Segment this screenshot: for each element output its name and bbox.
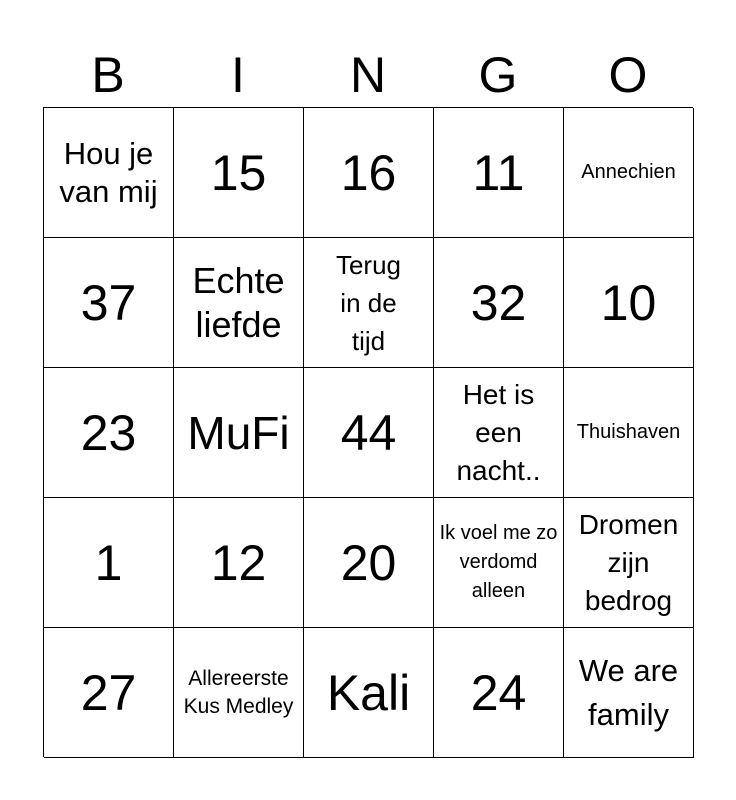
header-letter-n: N: [349, 47, 387, 103]
header-letter-o: O: [608, 47, 648, 103]
cell-text: We are family: [578, 652, 679, 732]
bingo-cell-r1-c1[interactable]: [44, 108, 174, 238]
bingo-cell-r1-c5[interactable]: [564, 108, 694, 238]
cell-text: 32: [470, 274, 527, 331]
bingo-cell-r3-c1[interactable]: [44, 368, 174, 498]
bingo-cell-r1-c3[interactable]: [304, 108, 434, 238]
cell-text: 27: [80, 664, 137, 721]
cell-text: 20: [340, 534, 397, 591]
header-letter-i: I: [231, 47, 245, 103]
bingo-cell-r2-c3[interactable]: [304, 238, 434, 368]
bingo-cell-r4-c1[interactable]: [44, 498, 174, 628]
bingo-header: [43, 46, 693, 108]
bingo-cell-r2-c4[interactable]: [434, 238, 564, 368]
cell-text: Kali: [326, 664, 411, 721]
cell-text: 15: [210, 144, 267, 201]
bingo-cell-r3-c5[interactable]: [564, 368, 694, 498]
cell-text: Thuishaven: [576, 421, 681, 443]
cell-text: 44: [340, 404, 397, 461]
cell-text: Het is een nacht..: [456, 378, 541, 486]
cell-text: 24: [470, 664, 527, 721]
bingo-cell-r4-c5[interactable]: [564, 498, 694, 628]
bingo-cell-r2-c1[interactable]: [44, 238, 174, 368]
cell-text: Ik voel me zo verdomd alleen: [439, 522, 558, 602]
bingo-cell-r5-c3[interactable]: [304, 628, 434, 758]
cell-text: Terug in de tijd: [335, 249, 402, 356]
bingo-grid: [43, 107, 693, 757]
bingo-cell-r2-c2[interactable]: [174, 238, 304, 368]
cell-text: Echte liefde: [192, 259, 285, 345]
bingo-cell-r5-c5[interactable]: [564, 628, 694, 758]
bingo-cell-r4-c4[interactable]: [434, 498, 564, 628]
cell-text: 23: [80, 404, 137, 461]
bingo-cell-r1-c2[interactable]: [174, 108, 304, 238]
cell-text: 11: [472, 144, 525, 201]
cell-text: Annechien: [581, 161, 676, 183]
cell-text: 10: [600, 274, 657, 331]
bingo-cell-r4-c3[interactable]: [304, 498, 434, 628]
cell-text: 12: [210, 534, 267, 591]
cell-text: 1: [94, 534, 123, 591]
bingo-cell-r3-c4[interactable]: [434, 368, 564, 498]
header-letter-b: B: [91, 47, 125, 103]
cell-text: 37: [80, 274, 137, 331]
bingo-cell-r4-c2[interactable]: [174, 498, 304, 628]
bingo-cell-r5-c4[interactable]: [434, 628, 564, 758]
bingo-cell-r5-c1[interactable]: [44, 628, 174, 758]
bingo-cell-r2-c5[interactable]: [564, 238, 694, 368]
cell-text: Allereerste Kus Medley: [183, 666, 294, 718]
cell-text: 16: [340, 144, 397, 201]
cell-text: Hou je van mij: [59, 135, 158, 209]
bingo-cell-r3-c3[interactable]: [304, 368, 434, 498]
bingo-cell-r1-c4[interactable]: [434, 108, 564, 238]
bingo-cell-r3-c2[interactable]: [174, 368, 304, 498]
cell-text: MuFi: [187, 406, 290, 459]
cell-text: Dromen zijn bedrog: [578, 508, 679, 616]
header-letter-g: G: [478, 47, 518, 103]
bingo-cell-r5-c2[interactable]: [174, 628, 304, 758]
